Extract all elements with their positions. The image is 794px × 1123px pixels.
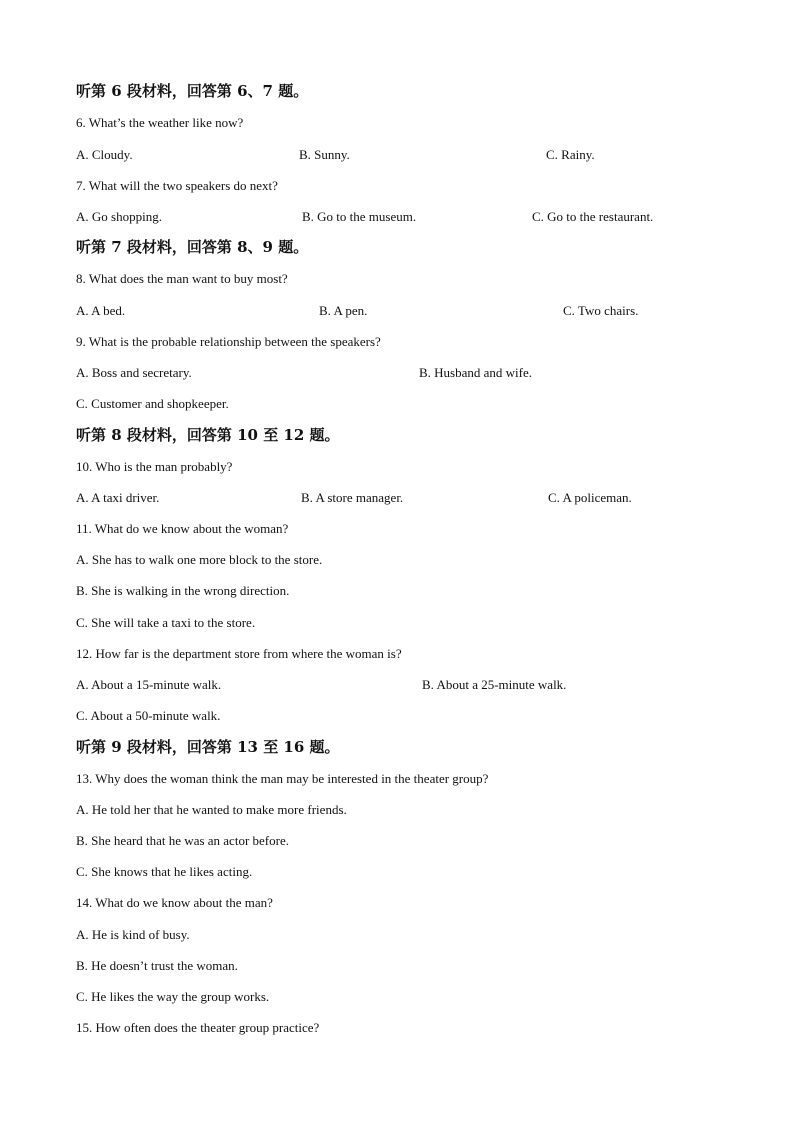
option-c: C. She knows that he likes acting. [76, 864, 253, 879]
question-stem: 6. What’s the weather like now? [76, 115, 244, 130]
section-header: 听第 9 段材料，回答第 13 至 16 题。 [76, 738, 340, 756]
option-b: B. A pen. [319, 303, 368, 318]
option-c: C. Rainy. [546, 147, 595, 162]
question-stem: 10. Who is the man probably? [76, 459, 233, 474]
option-c: C. Two chairs. [563, 303, 639, 318]
option-a: A. Cloudy. [76, 147, 133, 162]
option-b: B. A store manager. [301, 490, 404, 505]
option-b: B. About a 25-minute walk. [422, 677, 567, 692]
question-stem: 11. What do we know about the woman? [76, 521, 289, 536]
option-a: A. A bed. [76, 303, 126, 318]
option-c: C. About a 50-minute walk. [76, 708, 221, 723]
option-b: B. Go to the museum. [302, 209, 417, 224]
option-b: B. He doesn’t trust the woman. [76, 958, 238, 973]
question-stem: 8. What does the man want to buy most? [76, 271, 288, 286]
option-c: C. Customer and shopkeeper. [76, 396, 229, 411]
question-stem: 13. Why does the woman think the man may be interested in the theater group? [76, 771, 489, 786]
option-c: C. He likes the way the group works. [76, 989, 270, 1004]
option-a: A. He told her that he wanted to make more friends. [76, 802, 347, 817]
option-a: A. She has to walk one more block to the store. [76, 552, 323, 567]
question-stem: 12. How far is the department store from where the woman is? [76, 646, 402, 661]
option-b: B. She is walking in the wrong direction. [76, 583, 290, 598]
option-c: C. She will take a taxi to the store. [76, 615, 256, 630]
option-b: B. Husband and wife. [419, 365, 533, 380]
option-c: C. Go to the restaurant. [532, 209, 654, 224]
question-stem: 14. What do we know about the man? [76, 895, 273, 910]
question-stem: 7. What will the two speakers do next? [76, 178, 278, 193]
question-stem: 15. How often does the theater group practice? [76, 1020, 320, 1035]
option-b: B. She heard that he was an actor before. [76, 833, 289, 848]
section-header: 听第 6 段材料，回答第 6、7 题。 [76, 82, 309, 100]
option-a: A. He is kind of busy. [76, 927, 190, 942]
section-header: 听第 8 段材料，回答第 10 至 12 题。 [76, 426, 340, 444]
option-c: C. A policeman. [548, 490, 632, 505]
section-header: 听第 7 段材料，回答第 8、9 题。 [76, 238, 309, 256]
option-a: A. About a 15-minute walk. [76, 677, 222, 692]
question-stem: 9. What is the probable relationship between the speakers? [76, 334, 381, 349]
option-b: B. Sunny. [299, 147, 350, 162]
option-a: A. Go shopping. [76, 209, 162, 224]
option-a: A. Boss and secretary. [76, 365, 192, 380]
option-a: A. A taxi driver. [76, 490, 160, 505]
